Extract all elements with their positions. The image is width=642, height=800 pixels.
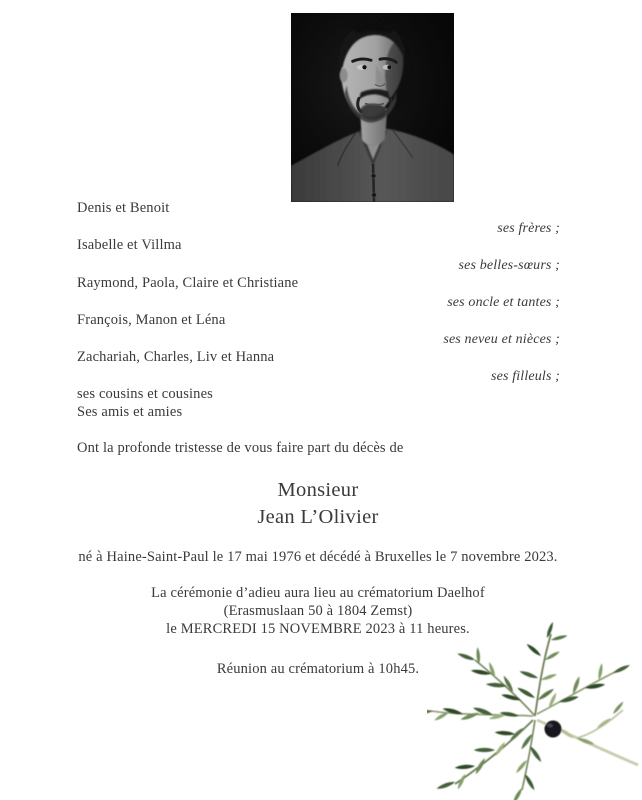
mourner-group: Ses amis et amies xyxy=(77,404,183,420)
portrait-photo xyxy=(291,13,454,202)
mourner-relation: ses neveu et nièces ; xyxy=(443,332,560,347)
mourner-relation: ses oncle et tantes ; xyxy=(447,295,560,310)
mourner-relation: ses frères ; xyxy=(497,221,560,236)
ceremony-line-3: le MERCREDI 15 NOVEMBRE 2023 à 11 heures. xyxy=(166,621,470,637)
mourner-relation: ses filleuls ; xyxy=(491,369,560,384)
mourner-name: Zachariah, Charles, Liv et Hanna xyxy=(77,349,275,365)
meeting-line: Réunion au crématorium à 10h45. xyxy=(216,661,420,677)
mourner-group: ses cousins et cousines xyxy=(77,386,213,402)
announcement-line: Ont la profonde tristesse de vous faire part du décès de xyxy=(77,440,404,456)
mourner-relation: ses belles-sœurs ; xyxy=(458,258,560,273)
olive-branch-image xyxy=(427,616,642,800)
olive-branch-svg xyxy=(427,616,642,800)
mourner-name: Denis et Benoit xyxy=(77,200,170,216)
deceased-title: Monsieur xyxy=(277,479,359,501)
deceased-name: Jean L’Olivier xyxy=(257,506,379,528)
mourner-name: Raymond, Paola, Claire et Christiane xyxy=(77,275,299,291)
ceremony-line-2: (Erasmuslaan 50 à 1804 Zemst) xyxy=(223,603,413,619)
life-dates-line: né à Haine-Saint-Paul le 17 mai 1976 et décédé à Bruxelles le 7 novembre 2023. xyxy=(78,549,558,565)
ceremony-line-1: La cérémonie d’adieu aura lieu au crématorium Daelhof xyxy=(151,585,485,601)
portrait-photo-image xyxy=(291,13,454,202)
mourner-name: François, Manon et Léna xyxy=(77,312,226,328)
mourner-name: Isabelle et Villma xyxy=(77,237,182,253)
